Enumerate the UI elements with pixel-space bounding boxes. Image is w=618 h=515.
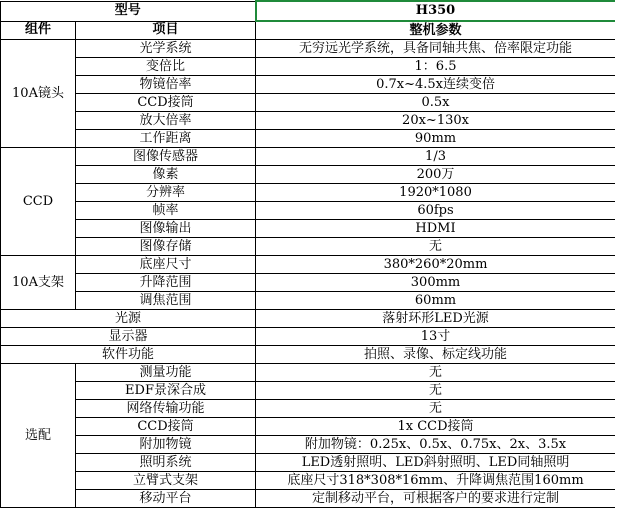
value-cell: 定制移动平台，可根据客户的要求进行定制: [256, 490, 616, 508]
table-row: [1, 58, 616, 76]
value-cell: 1x CCD接筒: [256, 418, 616, 436]
table-row: [1, 256, 616, 274]
table-row: [1, 292, 616, 310]
model-row: [1, 1, 616, 21]
group-cell-optional: 选配: [1, 364, 76, 508]
item-cell: 网络传输功能: [76, 400, 256, 418]
item-cell: 放大倍率: [76, 112, 256, 130]
model-value[interactable]: H350: [256, 1, 616, 21]
item-cell: CCD接筒: [76, 418, 256, 436]
item-cell: 图像输出: [76, 220, 256, 238]
value-cell: 200万: [256, 166, 616, 184]
item-cell: 立臂式支架: [76, 472, 256, 490]
item-cell: 分辨率: [76, 184, 256, 202]
table-row: [1, 40, 616, 58]
model-label: 型号: [1, 1, 256, 21]
table-row: [1, 148, 616, 166]
item-cell: 移动平台: [76, 490, 256, 508]
item-cell: 光源: [1, 310, 256, 328]
item-cell: 软件功能: [1, 346, 256, 364]
value-cell: 20x~130x: [256, 112, 616, 130]
group-cell-ccd: CCD: [1, 148, 76, 256]
group-cell-stand: 10A支架: [1, 256, 76, 310]
table-row: [1, 454, 616, 472]
value-cell: 90mm: [256, 130, 616, 148]
table-row: [1, 364, 616, 382]
value-cell: 无穷远光学系统，具备同轴共焦、倍率限定功能: [256, 40, 616, 58]
column-header-item: 项目: [76, 21, 256, 40]
table-row: [1, 166, 616, 184]
header-row: [1, 21, 616, 40]
value-cell: 0.7x~4.5x连续变倍: [256, 76, 616, 94]
item-cell: 物镜倍率: [76, 76, 256, 94]
value-cell: 1：6.5: [256, 58, 616, 76]
table-row: [1, 220, 616, 238]
value-cell: 附加物镜：0.25x、0.5x、0.75x、2x、3.5x: [256, 436, 616, 454]
value-cell: 60mm: [256, 292, 616, 310]
item-cell: CCD接筒: [76, 94, 256, 112]
value-cell: 落射环形LED光源: [256, 310, 616, 328]
table-row: [1, 184, 616, 202]
table-row: [1, 274, 616, 292]
item-cell: 像素: [76, 166, 256, 184]
value-cell: 0.5x: [256, 94, 616, 112]
table-row: [1, 76, 616, 94]
item-cell: 图像存储: [76, 238, 256, 256]
value-cell: 底座尺寸318*308*16mm、升降调焦范围160mm: [256, 472, 616, 490]
value-cell: HDMI: [256, 220, 616, 238]
table-row: [1, 310, 616, 328]
item-cell: 底座尺寸: [76, 256, 256, 274]
value-cell: 13寸: [256, 328, 616, 346]
table-row: [1, 202, 616, 220]
item-cell: 显示器: [1, 328, 256, 346]
column-header-params: 整机参数: [256, 21, 616, 40]
value-cell: LED透射照明、LED斜射照明、LED同轴照明: [256, 454, 616, 472]
value-cell: 无: [256, 400, 616, 418]
item-cell: 工作距离: [76, 130, 256, 148]
table-row: [1, 346, 616, 364]
item-cell: 光学系统: [76, 40, 256, 58]
item-cell: 变倍比: [76, 58, 256, 76]
table-row: [1, 130, 616, 148]
table-row: [1, 490, 616, 508]
item-cell: 图像传感器: [76, 148, 256, 166]
column-header-group: 组件: [1, 21, 76, 40]
value-cell: 无: [256, 364, 616, 382]
table-row: [1, 112, 616, 130]
table-row: [1, 238, 616, 256]
item-cell: 测量功能: [76, 364, 256, 382]
value-cell: 1920*1080: [256, 184, 616, 202]
value-cell: 60fps: [256, 202, 616, 220]
item-cell: 帧率: [76, 202, 256, 220]
table-row: [1, 436, 616, 454]
value-cell: 300mm: [256, 274, 616, 292]
table-row: [1, 472, 616, 490]
group-cell-lens: 10A镜头: [1, 40, 76, 148]
value-cell: 无: [256, 238, 616, 256]
item-cell: 附加物镜: [76, 436, 256, 454]
item-cell: 照明系统: [76, 454, 256, 472]
value-cell: 1/3: [256, 148, 616, 166]
item-cell: EDF景深合成: [76, 382, 256, 400]
value-cell: 无: [256, 382, 616, 400]
value-cell: 380*260*20mm: [256, 256, 616, 274]
table-row: [1, 328, 616, 346]
table-row: [1, 400, 616, 418]
item-cell: 升降范围: [76, 274, 256, 292]
value-cell: 拍照、录像、标定线功能: [256, 346, 616, 364]
table-row: [1, 418, 616, 436]
table-row: [1, 94, 616, 112]
table-row: [1, 382, 616, 400]
item-cell: 调焦范围: [76, 292, 256, 310]
